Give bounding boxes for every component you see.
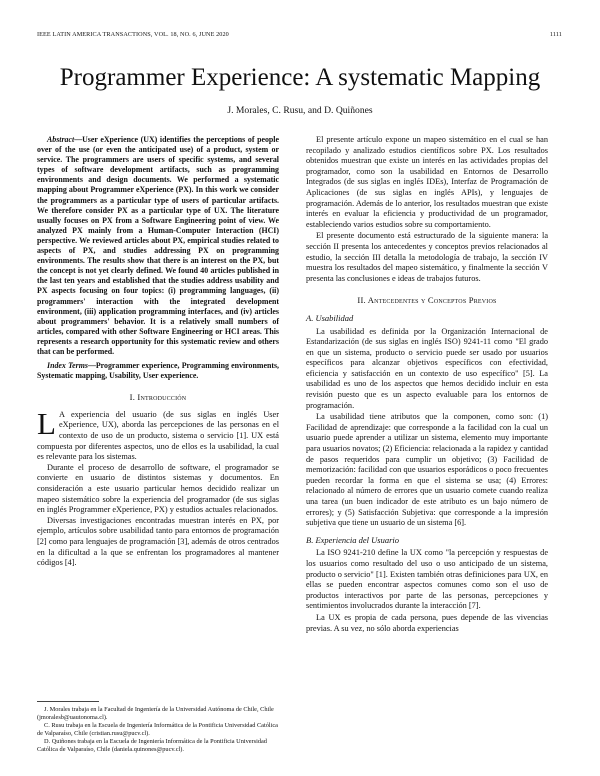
page-number: 1111: [549, 31, 562, 38]
footnote-rule: [37, 701, 99, 702]
footnotes: [37, 694, 279, 755]
abstract-text: —User eXperience (UX) identifies the perceptions of people over of the use (or even the anticipated use) of a product, system or service. The programmers are users of specific systems, and several types of software development artifacts, such as programming environments and design documents. We performed a systematic mapping about Programmer eXperience (PX). In this work we consider the programmers as a particular type of users of particular artifacts. We therefore consider PX as a particular type of UX. The literature usually focuses on PX from a Software Engineering point of view. We analyzed PX mainly from a Human-Computer Interaction (HCI) perspective. We reviewed articles about PX, empirical studies related to aspects of PX, and studies addressing PX on programming environments. The results show that there is an interest on the PX, but the concept is not yet clearly defined. We found 40 articles published in the last ten years and established that the studies address usability and PX aspects focusing on four topics: (i) programming languages, (ii) programmers' interaction with the integrated development environment, (iii) application programming interfaces, and (iv) articles about programmers' behavior. It is a relatively small numbers of articles, compared with other Software Engineering or HCI areas. This represents a research opportunity for this systematic review and others that can be performed.: [37, 135, 279, 356]
body-paragraph: La usabilidad tiene atributos que la componen, como son: (1) Facilidad de aprendizaje: que corresponde a la facilidad con la cual un usuario puede aprender a utilizar un sistema, elemento muy importante para usuarios novatos; (2) Eficiencia: relacionada a la rapidez y cantidad de pasos requeridos para cumplir un objetivo; (3) Facilidad de memorización: facilidad con que usuarios esporádicos o poco frecuentes pueden recordar la forma en que el sistema se usa; (4) Errores: relacionado al número de errores que un usuario comete cuando realiza una tarea (un buen indicador de este atributo es un bajo número de errores); y (5) Satisfacción Subjetiva: que corresponde a la impresión subjetiva que tiene un usuario de un sistema [6].: [306, 412, 548, 528]
running-header: [37, 31, 562, 38]
abstract: [37, 135, 279, 357]
body-paragraph: La UX es propia de cada persona, pues depende de las vivencias previas. A su vez, no sólo aborda experiencias: [306, 612, 548, 633]
intro-paragraph-3: Diversas investigaciones encontradas muestran interés en PX, por ejemplo, artículos sobre usabilidad tanto para entornos de programación [2] como para lenguajes de programación [3], además de otros centrados en la dificultad a la que se enfrentan los programadores al mantener códigos [4].: [37, 515, 279, 568]
intro-paragraph-1-text: A experiencia del usuario (de sus siglas en inglés User eXperience, UX), aborda las percepciones de las personas en el contexto de uso de un producto, sistema o servicio [1]. UX está compuesta por diferentes aspectos, uno de ellos es la usabilidad, la cual es relevante para los sistemas.: [37, 409, 279, 462]
section-heading-background: II. Antecedentes y Conceptos Previos: [357, 295, 497, 306]
author-list: J. Morales, C. Rusu, and D. Quiñones: [227, 105, 373, 116]
right-column: [306, 135, 548, 634]
subsection-heading-ux: B. Experiencia del Usuario: [306, 534, 400, 545]
intro-paragraph-1: [37, 405, 279, 463]
intro-paragraph-2: Durante el proceso de desarrollo de software, el programador se convierte en usuario de distintos sistemas y documentos. En consideración a este usuario particular hemos decidido realizar un mapeo sistemático sobre la experiencia del programador (de sus siglas en inglés Programmer eXperience, PX) y estudios actuales relacionados.: [37, 462, 279, 515]
footnote: D. Quiñones trabaja en la Escuela de Ingeniería Informática de la Pontificia Universidad Católica de Valparaíso, Chile (daniela.quinones@pucv.cl).: [37, 738, 267, 754]
index-terms-text: —Programmer experience, Programming environments, Systematic mapping, Usability, User experience.: [37, 361, 280, 381]
index-terms-lead: Index Terms: [47, 361, 88, 371]
body-paragraph: El presente artículo expone un mapeo sistemático en el cual se han recopilado y analizado estudios científicos sobre PX. Los resultados obtenidos muestran que existe un interés en las actividades propias del programador, como son la usabilidad en Entornos de Desarrollo Integrados (de sus siglas en inglés IDEs), Interfaz de Programación de Aplicaciones (de sus siglas en inglés APIs), y lenguajes de programación. Además de lo anterior, los resultados muestran que existe interés en evaluar la eficiencia y productividad de un programador, estableciendo varios estudios sobre su comportamiento.: [306, 135, 548, 229]
paper-title: Programmer Experience: A systematic Mapping: [59, 64, 541, 91]
body-paragraph: La usabilidad es definida por la Organización Internacional de Estandarización (de sus siglas en inglés ISO) 9241-11 como "El grado en que un sistema, producto o servicio puede ser usado por usuarios específicos para alcanzar objetivos específicos con efectividad, eficiencia y satisfacción en un contexto de uso específico" [5]. La usabilidad es uno de los aspectos que hemos decidido incluir en esta revisión puesto que es un aspecto evaluable para los entornos de programación.: [306, 326, 548, 410]
footnote: J. Morales trabaja en la Facultad de Ingeniería de la Universidad Autónoma de Chile, Chile (jmoralesb@uautonoma.cl).: [37, 706, 274, 722]
body-paragraph: La ISO 9241-210 define la UX como "la percepción y respuestas de los usuarios como resultado del uso o uso anticipado de un sistema, producto o servicio" [1]. Existen también otras definiciones para UX, en ellas se pueden encontrar aspectos comunes como son el uso de productos interactivos por parte de las personas, percepciones y sentimientos involucrados durante la interacción [7].: [306, 548, 548, 611]
index-terms: [37, 361, 279, 381]
journal-name: IEEE LATIN AMERICA TRANSACTIONS, VOL. 18, NO. 6, JUNE 2020: [37, 31, 229, 38]
drop-cap: L: [37, 405, 56, 441]
subsection-heading-usability: A. Usabilidad: [306, 312, 354, 323]
abstract-lead: Abstract: [47, 135, 75, 144]
left-column: [37, 135, 279, 569]
section-heading-intro: I. Introducción: [129, 392, 187, 403]
body-paragraph: El presente documento está estructurado de la siguiente manera: la sección II presenta los antecedentes y conceptos previos relacionados al estudio, la sección III detalla la metodología de trabajo, la sección IV muestra los resultados del mapeo sistemático, y finalmente la sección V presenta las conclusiones e ideas de trabajos futuros.: [306, 231, 548, 283]
footnote: C. Rusu trabaja en la Escuela de Ingeniería Informática de la Pontificia Universidad Católica de Valparaíso, Chile (cristian.rusu@pucv.cl).: [37, 722, 278, 738]
